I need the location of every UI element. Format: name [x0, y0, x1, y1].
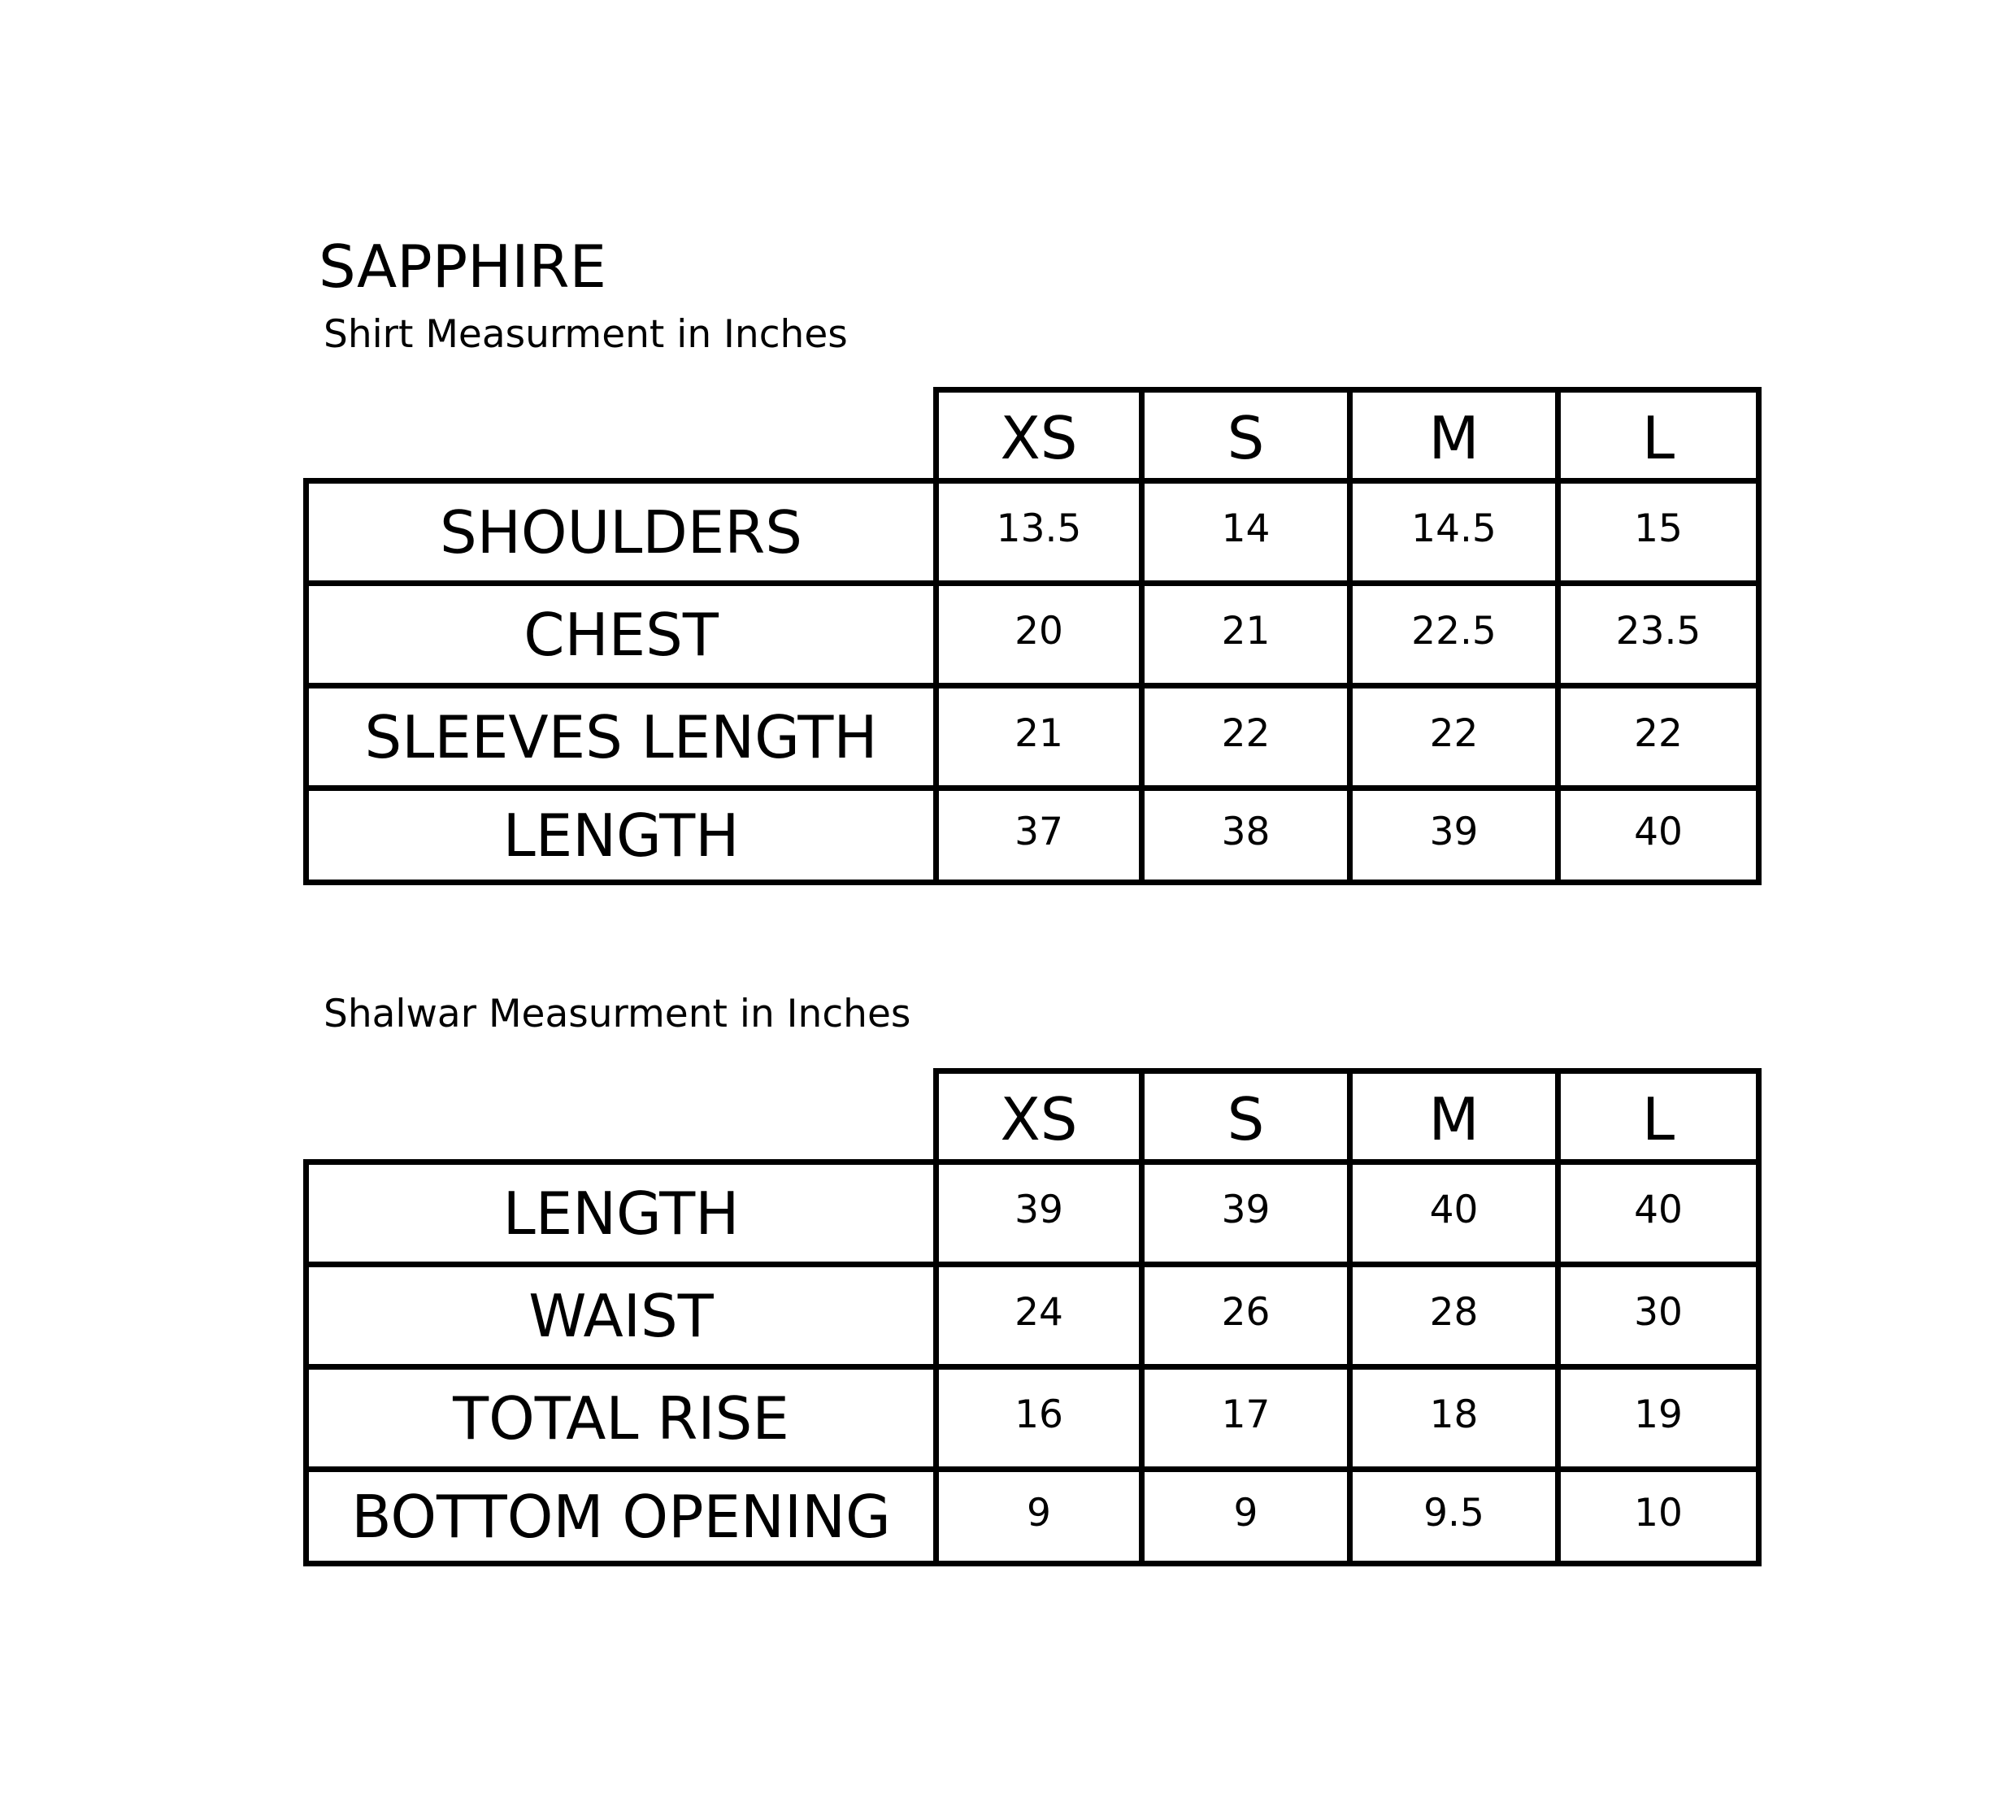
size-header-xs: XS [939, 1068, 1145, 1159]
bottom-opening-xs: 9 [939, 1466, 1145, 1566]
bottom-opening-s: 9 [1145, 1466, 1353, 1566]
waist-m: 28 [1353, 1262, 1561, 1364]
row-label-chest: CHEST [303, 580, 939, 683]
bottom-opening-l: 10 [1561, 1466, 1762, 1566]
chest-m: 22.5 [1353, 580, 1561, 683]
row-label-shoulders: SHOULDERS [303, 478, 939, 580]
bottom-opening-m: 9.5 [1353, 1466, 1561, 1566]
table-corner [303, 1068, 939, 1159]
waist-l: 30 [1561, 1262, 1762, 1364]
brand-title: SAPPHIRE [319, 232, 607, 301]
chest-s: 21 [1145, 580, 1353, 683]
size-header-xs: XS [939, 387, 1145, 478]
sleeves-length-s: 22 [1145, 683, 1353, 785]
length-s: 39 [1145, 1159, 1353, 1262]
row-label-length: LENGTH [303, 785, 939, 885]
length-l: 40 [1561, 785, 1762, 885]
row-label-waist: WAIST [303, 1262, 939, 1364]
shoulders-s: 14 [1145, 478, 1353, 580]
row-label-length: LENGTH [303, 1159, 939, 1262]
sleeves-length-m: 22 [1353, 683, 1561, 785]
waist-xs: 24 [939, 1262, 1145, 1364]
shalwar-size-table [303, 1068, 1762, 1566]
length-xs: 37 [939, 785, 1145, 885]
shoulders-m: 14.5 [1353, 478, 1561, 580]
size-header-s: S [1145, 1068, 1353, 1159]
length-xs: 39 [939, 1159, 1145, 1262]
length-m: 40 [1353, 1159, 1561, 1262]
size-header-m: M [1353, 387, 1561, 478]
total-rise-s: 17 [1145, 1364, 1353, 1466]
total-rise-m: 18 [1353, 1364, 1561, 1466]
row-label-total-rise: TOTAL RISE [303, 1364, 939, 1466]
shoulders-l: 15 [1561, 478, 1762, 580]
shirt-size-table [303, 387, 1762, 885]
chest-xs: 20 [939, 580, 1145, 683]
row-label-sleeves-length: SLEEVES LENGTH [303, 683, 939, 785]
size-header-l: L [1561, 1068, 1762, 1159]
size-header-s: S [1145, 387, 1353, 478]
length-s: 38 [1145, 785, 1353, 885]
table-corner [303, 387, 939, 478]
total-rise-l: 19 [1561, 1364, 1762, 1466]
length-m: 39 [1353, 785, 1561, 885]
size-header-m: M [1353, 1068, 1561, 1159]
shirt-table-caption: Shirt Measurment in Inches [324, 312, 848, 357]
waist-s: 26 [1145, 1262, 1353, 1364]
sleeves-length-l: 22 [1561, 683, 1762, 785]
shalwar-table-caption: Shalwar Measurment in Inches [324, 992, 911, 1036]
shoulders-xs: 13.5 [939, 478, 1145, 580]
sleeves-length-xs: 21 [939, 683, 1145, 785]
chest-l: 23.5 [1561, 580, 1762, 683]
row-label-bottom-opening: BOTTOM OPENING [303, 1466, 939, 1566]
length-l: 40 [1561, 1159, 1762, 1262]
size-header-l: L [1561, 387, 1762, 478]
total-rise-xs: 16 [939, 1364, 1145, 1466]
